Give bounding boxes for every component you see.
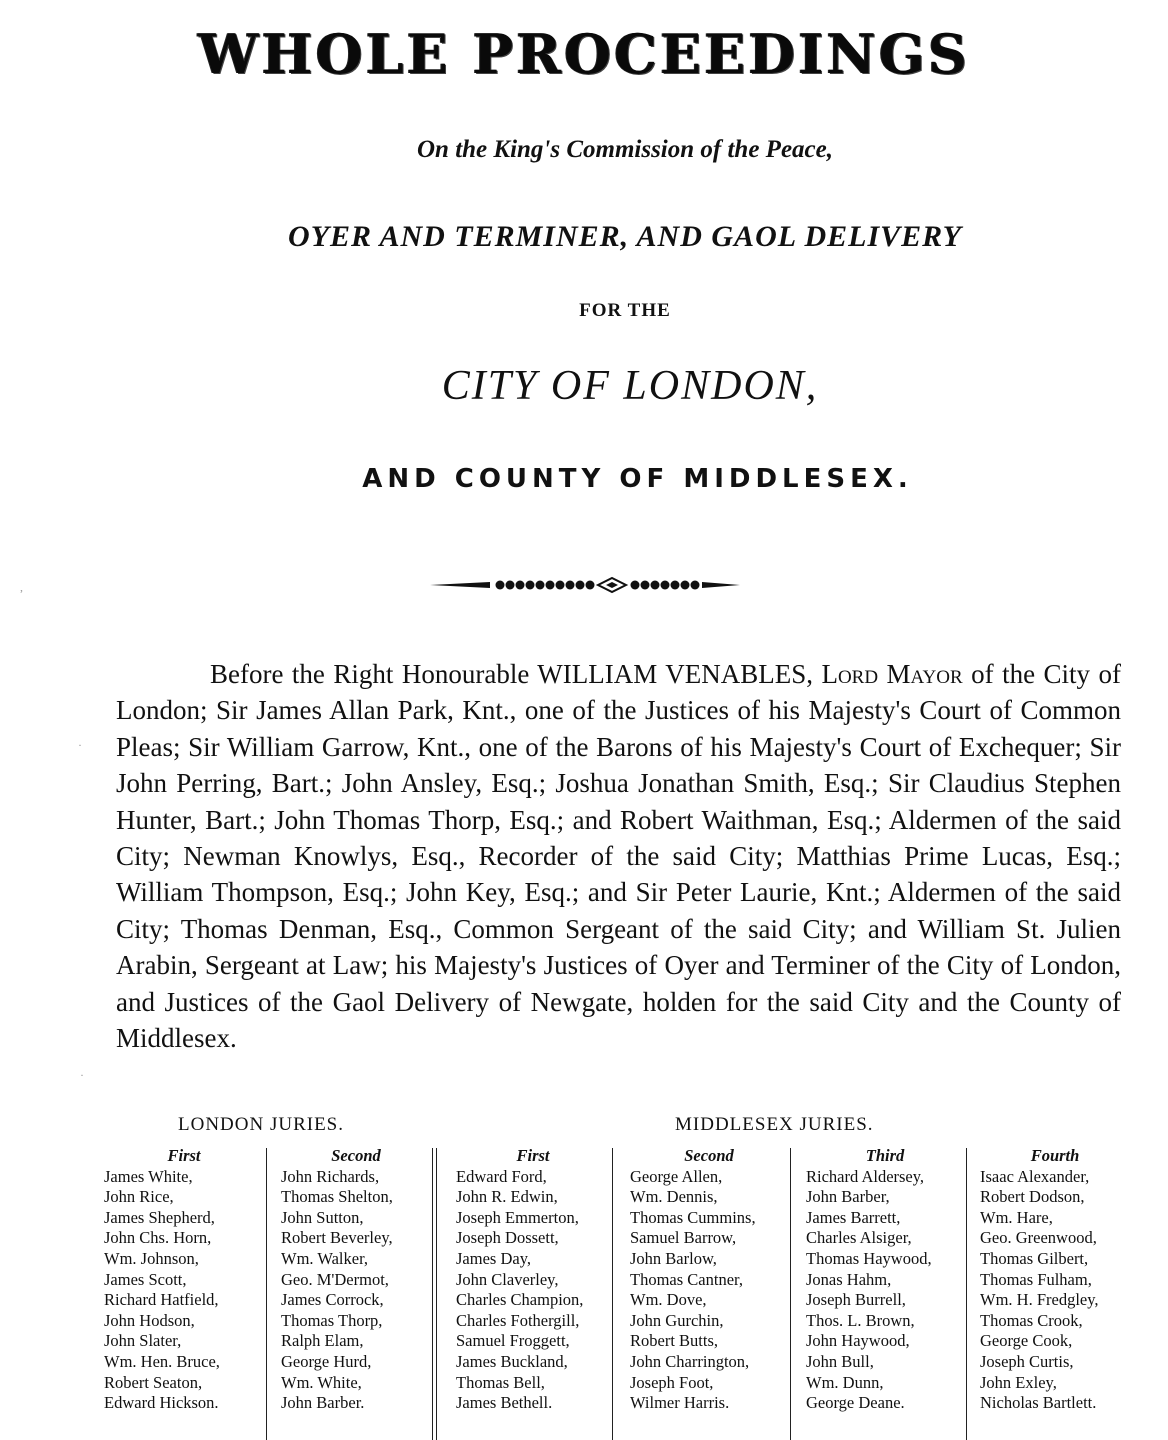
juror-name: John Rice, (104, 1187, 174, 1207)
juror-name: Charles Alsiger, (806, 1228, 912, 1248)
ornament-divider-icon (430, 573, 740, 597)
juror-name: Thomas Cummins, (630, 1207, 756, 1227)
juror-name: Wm. H. Fredgley, (980, 1290, 1099, 1310)
jury-column-label: First (167, 1146, 201, 1165)
justices-paragraph (116, 656, 1121, 1056)
subtitle-commission: On the King's Commission of the Peace, (416, 136, 833, 163)
juror-name: Wilmer Harris. (630, 1393, 730, 1413)
juror-name: John Claverley, (456, 1269, 559, 1289)
juror-name: Joseph Emmerton, (456, 1207, 579, 1227)
juror-name: Thomas Fulham, (980, 1269, 1092, 1289)
juror-name: Joseph Curtis, (980, 1351, 1074, 1371)
paragraph-part-1: Before the Right Honourable WILLIAM VENABLES, (210, 659, 822, 689)
scan-speck: , (20, 580, 23, 594)
juror-name: Thomas Crook, (980, 1310, 1083, 1330)
juror-name: Thomas Cantner, (630, 1269, 743, 1289)
middlesex-first-jury (456, 1146, 610, 1414)
subtitle-for-the: FOR THE (579, 300, 671, 321)
london-second-jury (281, 1146, 431, 1414)
juror-name: Wm. Hen. Bruce, (104, 1351, 220, 1371)
juror-name: John Sutton, (281, 1207, 364, 1227)
juror-name: Wm. Hare, (980, 1207, 1053, 1227)
scan-speck: · (80, 1068, 84, 1082)
juror-name: James Buckland, (456, 1351, 568, 1371)
juror-name: Samuel Froggett, (456, 1331, 570, 1351)
juror-name: Charles Fothergill, (456, 1310, 580, 1330)
juror-name: George Allen, (630, 1166, 723, 1186)
column-double-rule (432, 1148, 437, 1440)
middlesex-juries-heading: MIDDLESEX JURIES. (675, 1114, 874, 1135)
juror-name: Robert Butts, (630, 1331, 719, 1351)
column-rule (612, 1148, 613, 1440)
juror-name: Robert Beverley, (281, 1228, 393, 1248)
juror-name: Nicholas Bartlett. (980, 1393, 1097, 1413)
juror-name: John Richards, (281, 1166, 380, 1186)
juror-name: Wm. Walker, (281, 1248, 369, 1268)
juror-name: Wm. Dunn, (806, 1372, 884, 1392)
juror-name: George Hurd, (281, 1351, 372, 1371)
paragraph-part-2: of the City of London; Sir James Allan Park, Knt., one of the Justices of his Majesty's Court of Common Pleas; Sir William Garrow, Knt., one of the Barons of his Majesty's Court of Exchequer; Sir John Perring, Bart.; John Ansley, Esq.; Joshua Jonathan Smith, Esq.; Sir Claudius Stephen Hunter, Bart.; John Thomas Thorp, Esq.; and Robert Waithman, Esq.; Aldermen of the said City; Newman Knowlys, Esq., Recorder of the said City; Matthias Prime Lucas, Esq.; William Thompson, Esq.; John Key, Esq.; and Sir Peter Laurie, Knt.; Aldermen of the said City; Thomas Denman, Esq., Common Sergeant of the said City; and William St. Julien Arabin, Sergeant at Law; his Majesty's Justices of Oyer and Terminer of the City of London, and Justices of the Gaol Delivery of Newgate, holden for the said City and the County of Middlesex. (116, 659, 1121, 1054)
juror-name: James Scott, (104, 1269, 187, 1289)
subtitle-oyer-terminer: OYER AND TERMINER, AND GAOL DELIVERY (288, 220, 962, 253)
juror-name: Joseph Foot, (630, 1372, 714, 1392)
juror-name: Thos. L. Brown, (806, 1310, 915, 1330)
juror-name: John Barlow, (630, 1248, 717, 1268)
subtitle-city-of-london: CITY OF LONDON, (441, 363, 819, 409)
juror-name: Wm. Dennis, (630, 1187, 718, 1207)
juror-name: James White, (104, 1166, 193, 1186)
juror-name: Edward Hickson. (104, 1393, 219, 1413)
jury-column-label: Fourth (1030, 1146, 1080, 1165)
juror-name: Charles Champion, (456, 1290, 584, 1310)
juror-name: James Bethell. (456, 1393, 553, 1413)
juror-name: Thomas Shelton, (281, 1187, 393, 1207)
juror-name: Edward Ford, (456, 1166, 547, 1186)
london-first-jury (104, 1146, 264, 1414)
middlesex-second-jury (630, 1146, 788, 1414)
lord-mayor-title: Lord Mayor (821, 659, 963, 689)
juror-name: John Gurchin, (630, 1310, 724, 1330)
juror-name: John Haywood, (806, 1331, 910, 1351)
jury-names-list (104, 1167, 264, 1414)
juror-name: John Bull, (806, 1351, 874, 1371)
jury-names-list (980, 1167, 1130, 1414)
column-rule (966, 1148, 967, 1440)
juror-name: Isaac Alexander, (980, 1166, 1090, 1186)
jury-names-list (806, 1167, 964, 1414)
juror-name: Thomas Haywood, (806, 1248, 932, 1268)
juror-name: Robert Dodson, (980, 1187, 1085, 1207)
juror-name: Wm. White, (281, 1372, 362, 1392)
juror-name: Richard Aldersey, (806, 1166, 925, 1186)
jury-column-label: Third (865, 1146, 905, 1165)
juror-name: James Corrock, (281, 1290, 384, 1310)
jury-column-label: First (516, 1146, 550, 1165)
juror-name: Thomas Bell, (456, 1372, 545, 1392)
juror-name: John R. Edwin, (456, 1187, 558, 1207)
juror-name: Thomas Thorp, (281, 1310, 383, 1330)
juror-name: George Deane. (806, 1393, 905, 1413)
juror-name: John Hodson, (104, 1310, 195, 1330)
juror-name: James Barrett, (806, 1207, 901, 1227)
juror-name: John Barber, (806, 1187, 890, 1207)
scan-speck: · (78, 738, 82, 752)
juror-name: George Cook, (980, 1331, 1073, 1351)
juror-name: James Day, (456, 1248, 531, 1268)
juror-name: Thomas Gilbert, (980, 1248, 1089, 1268)
jury-column-label: Second (684, 1146, 734, 1165)
juror-name: Wm. Johnson, (104, 1248, 199, 1268)
column-rule (790, 1148, 791, 1440)
jury-names-list (630, 1167, 788, 1414)
juror-name: Jonas Hahm, (806, 1269, 892, 1289)
juror-name: Samuel Barrow, (630, 1228, 737, 1248)
middlesex-third-jury (806, 1146, 964, 1414)
london-juries-heading: LONDON JURIES. (178, 1114, 344, 1135)
juror-name: John Charrington, (630, 1351, 750, 1371)
juror-name: Joseph Dossett, (456, 1228, 559, 1248)
juror-name: John Barber. (281, 1393, 365, 1413)
column-rule (266, 1148, 267, 1440)
juror-name: John Exley, (980, 1372, 1057, 1392)
juror-name: Geo. Greenwood, (980, 1228, 1097, 1248)
middlesex-fourth-jury (980, 1146, 1130, 1414)
jury-column-label: Second (331, 1146, 381, 1165)
juror-name: Robert Seaton, (104, 1372, 203, 1392)
juror-name: John Chs. Horn, (104, 1228, 212, 1248)
juror-name: Richard Hatfield, (104, 1290, 219, 1310)
document-title: WHOLE PROCEEDINGS (197, 22, 970, 86)
juror-name: Geo. M'Dermot, (281, 1269, 389, 1289)
juror-name: Ralph Elam, (281, 1331, 364, 1351)
juror-name: James Shepherd, (104, 1207, 215, 1227)
juror-name: Joseph Burrell, (806, 1290, 906, 1310)
jury-names-list (456, 1167, 610, 1414)
jury-names-list (281, 1167, 431, 1414)
juror-name: Wm. Dove, (630, 1290, 707, 1310)
juror-name: John Slater, (104, 1331, 182, 1351)
subtitle-county-of-middlesex: AND COUNTY OF MIDDLESEX. (362, 464, 913, 494)
